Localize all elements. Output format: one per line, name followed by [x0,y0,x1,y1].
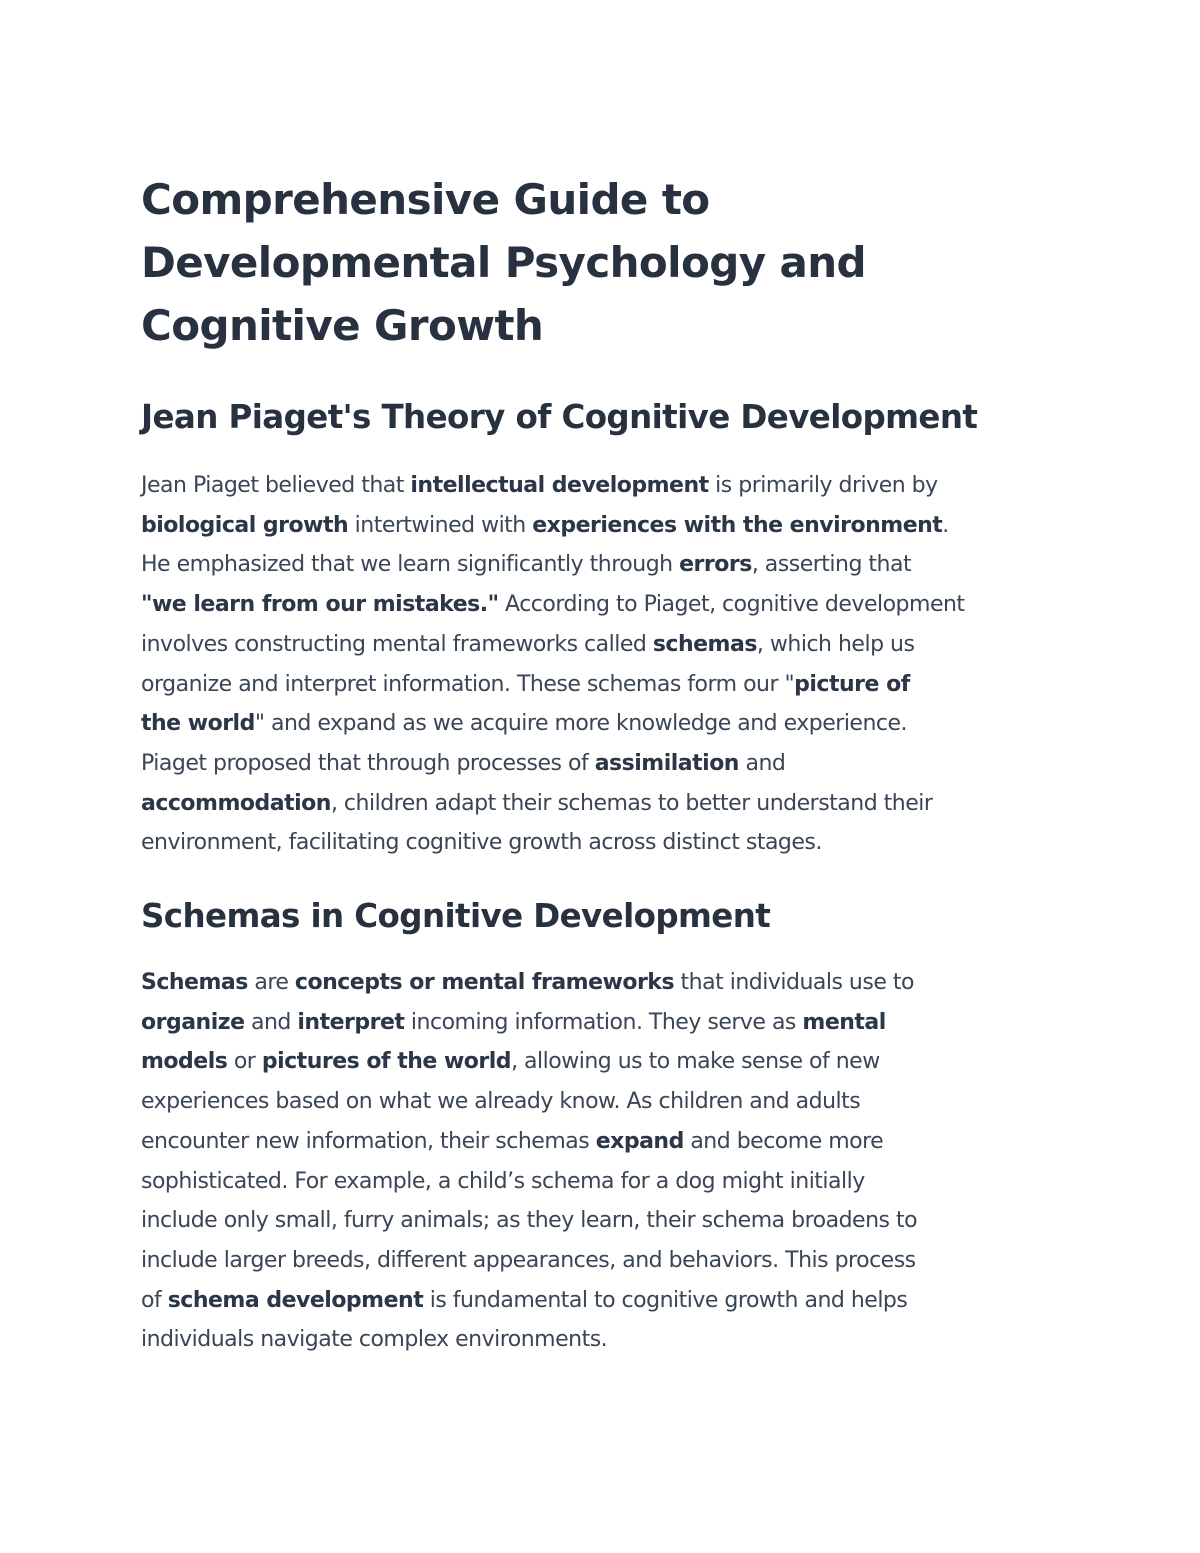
bold-text: "we learn from our mistakes." [141,592,499,618]
bold-text: mental [802,1009,886,1035]
text-run: . [942,512,949,538]
text-run: , allowing us to make sense of new [511,1049,880,1075]
bold-text: picture of [794,671,910,697]
text-run: include larger breeds, different appearances, and behaviors. This process [141,1247,916,1273]
bold-text: biological growth [141,512,349,538]
text-run: experiences based on what we already know. As children and adults [141,1089,861,1115]
bold-text: assimilation [594,750,739,776]
bold-text: schemas [652,631,757,657]
text-run: intertwined with [348,512,533,538]
section-paragraph-piaget [141,466,1061,863]
text-run: Piaget proposed that through processes of [141,750,595,776]
bold-text: errors [679,552,752,578]
paragraph-line [141,1162,1061,1202]
bold-text: intellectual development [410,473,709,498]
bold-text: Schemas [141,970,248,996]
text-run: incoming information. They serve as [404,1009,803,1035]
document-page [141,168,1061,1360]
paragraph-line [141,1201,1061,1241]
bold-text: interpret [297,1009,405,1035]
text-run: include only small, furry animals; as they learn, their schema broadens to [141,1208,918,1234]
paragraph-line [141,784,1061,824]
text-run: , asserting that [751,552,912,578]
paragraph-line [141,1122,1061,1162]
text-run: are [247,970,295,996]
bold-text: the world [141,711,255,737]
bold-text: accommodation [141,790,331,816]
text-run: that individuals use to [674,970,914,996]
bold-text: models [141,1049,228,1075]
document-title: Comprehensive Guide to Developmental Psychology and Cognitive Growth [141,175,867,350]
paragraph-line [141,1003,1061,1043]
text-run: Jean Piaget believed that [141,473,411,498]
bold-text: organize [141,1009,245,1035]
paragraph-line [141,1281,1061,1321]
paragraph-line [141,625,1061,665]
text-run: sophisticated. For example, a child’s schema for a dog might initially [141,1168,865,1194]
paragraph-line [141,545,1061,585]
text-run: He emphasized that we learn significantly through [141,552,680,578]
paragraph-line [141,665,1061,705]
text-run: and [244,1009,298,1035]
text-run: individuals navigate complex environments. [141,1327,608,1353]
bold-text: experiences with the environment [532,512,943,538]
paragraph-line [141,1042,1061,1082]
text-run: is fundamental to cognitive growth and helps [423,1287,908,1313]
text-run: " and expand as we acquire more knowledge and experience. [254,711,908,737]
paragraph-line [141,1241,1061,1281]
section-paragraph-schemas [141,963,1061,1360]
text-run: encounter new information, their schemas [141,1128,596,1154]
paragraph-line [141,704,1061,744]
paragraph-line [141,963,1061,1003]
text-run: and become more [683,1128,884,1154]
bold-text: concepts or mental frameworks [294,970,675,996]
text-run: or [227,1049,262,1075]
text-run: environment, facilitating cognitive growth across distinct stages. [141,830,822,856]
bold-text: pictures of the world [261,1049,512,1075]
paragraph-line [141,823,1061,863]
text-run: , children adapt their schemas to better understand their [330,790,933,816]
paragraph-line [141,744,1061,784]
paragraph-line [141,1320,1061,1360]
text-run: is primarily driven by [708,473,938,498]
text-run: of [141,1287,168,1313]
paragraph-line [141,1082,1061,1122]
section-heading-schemas: Schemas in Cognitive Development [141,897,771,936]
paragraph-line [141,506,1061,546]
bold-text: schema development [167,1287,424,1313]
bold-text: expand [595,1128,684,1154]
text-run: organize and interpret information. These schemas form our " [141,671,795,697]
paragraph-line [141,466,1061,506]
text-run: , which help us [756,631,915,657]
paragraph-line [141,585,1061,625]
text-run: According to Piaget, cognitive development [498,592,965,618]
text-run: and [738,750,786,776]
section-heading-piaget: Jean Piaget's Theory of Cognitive Development [141,398,978,436]
text-run: involves constructing mental frameworks called [141,631,653,657]
